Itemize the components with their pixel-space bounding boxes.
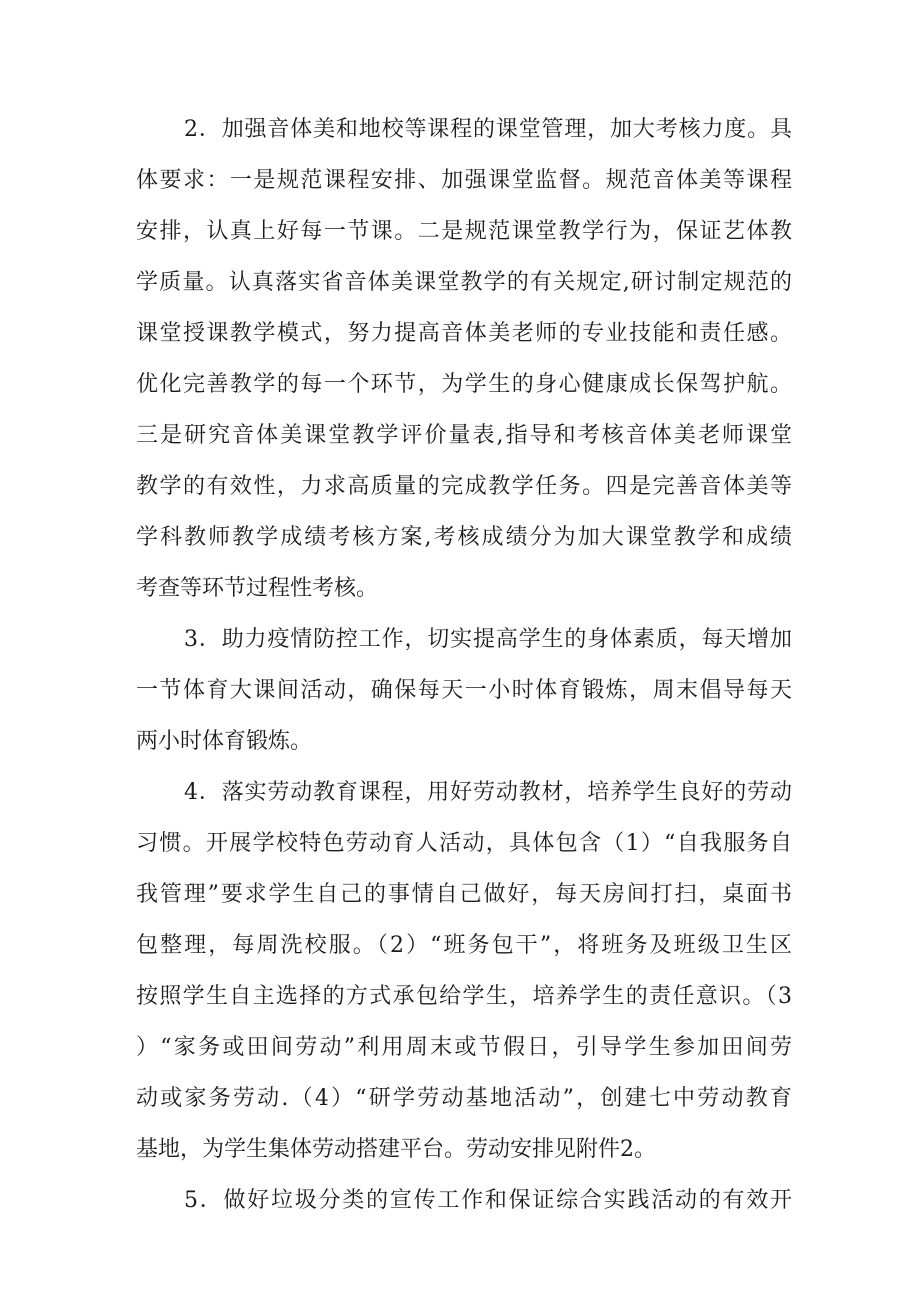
text-line: 动或家务劳动.（4）“研学劳动基地活动”，创建七中劳动教育 [136,1086,792,1111]
text-line: 4．落实劳动教育课程，用好劳动教材，培养学生良好的劳动 [184,780,792,805]
text-line: 5．做好垃圾分类的宣传工作和保证综合实践活动的有效开 [184,1188,792,1213]
text-line: 一节体育大课间活动，确保每天一小时体育锻炼，周末倡导每天 [136,678,792,703]
text-line: 2．加强音体美和地校等课程的课堂管理，加大考核力度。具 [184,117,792,142]
text-line: 优化完善教学的每一个环节，为学生的身心健康成长保驾护航。 [136,372,792,397]
text-line: 教学的有效性，力求高质量的完成教学任务。四是完善音体美等 [136,474,792,499]
text-line: 学质量。认真落实省音体美课堂教学的有关规定,研讨制定规范的 [136,270,792,295]
text-line: 包整理，每周洗校服。（2）“班务包干”，将班务及班级卫生区 [136,933,792,958]
text-line: 我管理”要求学生自己的事情自己做好，每天房间打扫，桌面书 [136,882,792,907]
text-line: 基地，为学生集体劳动搭建平台。劳动安排见附件2。 [136,1137,656,1162]
text-line: 考查等环节过程性考核。 [136,576,379,601]
text-line: 习惯。开展学校特色劳动育人活动，具体包含（1）“自我服务自 [136,831,792,856]
text-line: 体要求：一是规范课程安排、加强课堂监督。规范音体美等课程 [136,168,792,193]
text-line: 三是研究音体美课堂教学评价量表,指导和考核音体美老师课堂 [136,423,792,448]
text-line: 两小时体育锻炼。 [136,729,313,754]
text-line: 课堂授课教学模式，努力提高音体美老师的专业技能和责任感。 [136,321,792,346]
text-line: 3．助力疫情防控工作，切实提高学生的身体素质，每天增加 [184,627,792,652]
text-line: ）“家务或田间劳动”利用周末或节假日，引导学生参加田间劳 [136,1035,792,1060]
text-line: 安排，认真上好每一节课。二是规范课堂教学行为，保证艺体教 [136,219,792,244]
text-line: 学科教师教学成绩考核方案,考核成绩分为加大课堂教学和成绩 [136,525,792,550]
text-line: 按照学生自主选择的方式承包给学生，培养学生的责任意识。（3 [136,984,792,1009]
